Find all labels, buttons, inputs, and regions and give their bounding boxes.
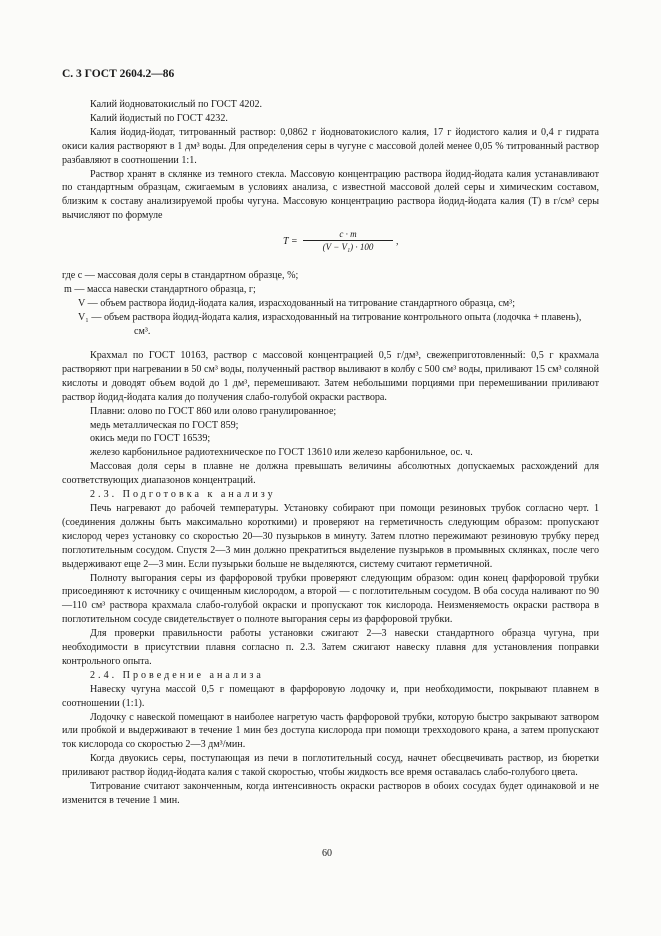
paragraph: Калия йодид-йодат, титрованный раствор: 0,0862 г йодноватокислого калия, 17 г йодистого калия и 0,4 г гидрата окиси калия растворяют в 1 дм³ воды. Для определения серы в чугуне с массовой долей менее 0,05 % титрованный раствор разбавляют в соотношении 1:1. bbox=[62, 126, 599, 166]
paragraph: Крахмал по ГОСТ 10163, раствор с массовой концентрацией 0,5 г/дм³, свежеприготовленный: 0,5 г крахмала растворяют при нагревании в 50 см³ воды, полученный раствор выливают в колбу с 500 см³ воды, приливают 15 см³ соляной кислоты и доводят объем водой до 1 дм³, перемешивают. Затем небольшими порциями при перемешивании приливают раствор йодид-йодата калия до получения слабо-голубой окраски раствора. bbox=[62, 350, 599, 403]
formula-denominator: (V − V₁) · 100 bbox=[322, 242, 374, 252]
paragraph: Навеску чугуна массой 0,5 г помещают в фарфоровую лодочку и, при необходимости, покрывают плавнем в соотношении (1:1). bbox=[62, 683, 599, 709]
paragraph: медь металлическая по ГОСТ 859; bbox=[90, 419, 239, 431]
formula-numerator: c · m bbox=[339, 229, 357, 239]
page-header: С. 3 ГОСТ 2604.2—86 bbox=[62, 68, 175, 80]
formula-fraction bbox=[303, 229, 393, 252]
paragraph: Когда двуокись серы, поступающая из печи в поглотительный сосуд, начнет обесцвечивать раствор, из бюретки приливают раствор йодид-йодата калия с такой скоростью, чтобы жидкость все время оставалась слабо-голубого цвета. bbox=[62, 753, 599, 779]
definition-item: где c — массовая доля серы в стандартном образце, %; bbox=[62, 270, 299, 281]
definition-item: m — масса навески стандартного образца, г; bbox=[64, 283, 256, 295]
paragraph: Калий йодноватокислый по ГОСТ 4202. bbox=[90, 99, 263, 110]
section-heading: 2.3. Подготовка к анализу bbox=[90, 489, 276, 501]
paragraph: Лодочку с навеской помещают в наиболее нагретую часть фарфоровой трубки, которую быстро закрывают затвором или пробкой и выдерживают в течение 1 мин без доступа кислорода при помощи трехходового крана, а затем пропускают ток кислорода со скоростью 2—3 дм³/мин. bbox=[62, 711, 599, 751]
definition-item: V — объем раствора йодид-йодата калия, израсходованный на титрование стандартного образца, см³; bbox=[78, 297, 516, 309]
paragraph: Массовая доля серы в плавне не должна превышать величины абсолютных допускаемых расхождений для соответствующих диапазонов концентраций. bbox=[62, 461, 599, 487]
formula bbox=[283, 229, 463, 253]
paragraph: Для проверки правильности работы установки сжигают 2—3 навески стандартного образца чугуна, при необходимости в присутствии плавня согласно п. 2.3. Затем сжигают навеску плавня для установления поправки контрольного опыта. bbox=[62, 628, 599, 667]
definitions bbox=[62, 269, 599, 339]
formula-tail: , bbox=[396, 236, 399, 247]
definition-item: V₁ — объем раствора йодид-йодата калия, израсходованный на титрование контрольного опыта (лодочка + плавень), см³. bbox=[78, 311, 582, 337]
paragraph: окись меди по ГОСТ 16539; bbox=[90, 433, 211, 445]
paragraph: железо карбонильное радиотехническое по ГОСТ 13610 или железо карбонильное, ос. ч. bbox=[90, 447, 473, 459]
paragraph: Титрование считают законченным, когда интенсивность окраски растворов в обоих сосудах будет одинаковой и не изменится в течение 1 мин. bbox=[62, 781, 599, 806]
body-text bbox=[62, 349, 599, 808]
fraction-bar bbox=[303, 240, 393, 241]
paragraph: Плавни: олово по ГОСТ 860 или олово гранулированное; bbox=[90, 405, 337, 417]
section-heading: 2.4. Проведение анализа bbox=[90, 669, 264, 681]
intro-text bbox=[62, 98, 599, 223]
paragraph: Печь нагревают до рабочей температуры. Установку собирают при помощи резиновых трубок согласно черт. 1 (соединения должны быть максимально короткими) и проверяют на герметичность следующим образом: пропускают кислород через установку со скоростью 20—30 пузырьков в минуту. Затем плотно пережимают резиновую трубку перед поглотительным сосудом. Спустя 2—3 мин должно прекратиться выделение пузырьков в промывных склянках, после чего выдерживают еще 2—3 мин. Если пузырьки больше не выделяются, систему считают герметичной. bbox=[62, 502, 599, 570]
formula-lhs: T = bbox=[283, 236, 298, 247]
paragraph: Полноту выгорания серы из фарфоровой трубки проверяют следующим образом: один конец фарфоровой трубки присоединяют к источнику с очищенным кислородом, а второй — с поглотительным сосудом. В оба сосуда наливают по 90—110 см³ раствора крахмала слабо-голубой окраски и пропускают ток кислорода. Неизменяемость окраски раствора в поглотительном сосуде свидетельствует о полноте выгорания серы из фарфоровой трубки. bbox=[62, 572, 599, 626]
paragraph: Раствор хранят в склянке из темного стекла. Массовую концентрацию раствора йодид-йодата калия устанавливают по стандартным образцам, сжигаемым в условиях анализа, с известной массовой долей серы и химическим составом, близким к составу анализируемой пробы чугуна. Массовую концентрацию раствора йодид-йодата калия (T) в г/см³ серы вычисляют по формуле bbox=[62, 168, 599, 222]
page-number: 60 bbox=[322, 848, 332, 859]
paragraph: Калий йодистый по ГОСТ 4232. bbox=[90, 112, 228, 124]
